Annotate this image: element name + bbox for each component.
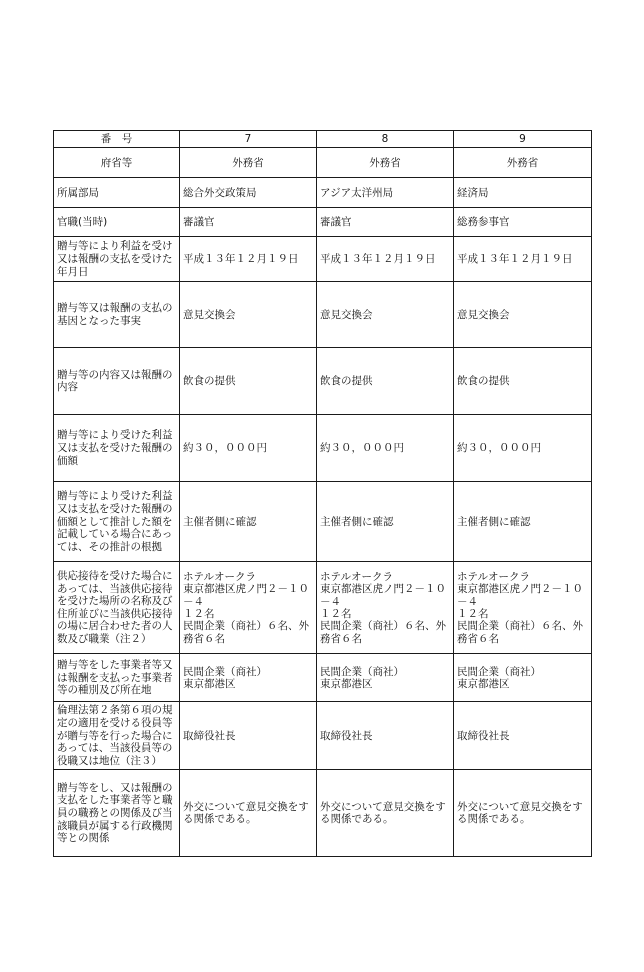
cell-value: 総務参事官 — [454, 208, 592, 237]
row-label: 贈与等をし、又は報酬の支払をした事業者等と職員の職務との関係及び当該職員が属する行政機関等との関係 — [54, 770, 180, 857]
cell-value: 取締役社長 — [180, 702, 317, 770]
cell-value: 経済局 — [454, 178, 592, 208]
cell-value: ホテルオークラ 東京都港区虎ノ門２－１０－４ １２名 民間企業（商社）６名、外務省６名 — [180, 562, 317, 654]
table-row — [54, 208, 592, 237]
cell-value: ホテルオークラ 東京都港区虎ノ門２－１０－４ １２名 民間企業（商社）６名、外務省６名 — [454, 562, 592, 654]
cell-value: 意見交換会 — [180, 282, 317, 348]
cell-value: 取締役社長 — [454, 702, 592, 770]
cell-value: 意見交換会 — [454, 282, 592, 348]
cell-value: 意見交換会 — [317, 282, 454, 348]
header-number-label: 番 号 — [54, 131, 180, 148]
row-label: 贈与等をした事業者等又は報酬を支払った事業者等の種別及び所在地 — [54, 654, 180, 702]
cell-value: 約３０，０００円 — [454, 415, 592, 482]
column-number: 9 — [454, 131, 592, 148]
cell-value: 審議官 — [317, 208, 454, 237]
header-row-ministry — [54, 148, 592, 178]
table-row — [54, 348, 592, 415]
row-label: 贈与等により受けた利益又は支払を受けた報酬の価額 — [54, 415, 180, 482]
row-label: 供応接待を受けた場合にあっては、当該供応接待を受けた場所の名称及び住所並びに当該供応接待の場に居合わせた者の人数及び職業（注２） — [54, 562, 180, 654]
table-row — [54, 770, 592, 857]
cell-value: 審議官 — [180, 208, 317, 237]
cell-value: 主催者側に確認 — [180, 482, 317, 562]
table-row — [54, 482, 592, 562]
table-row — [54, 282, 592, 348]
cell-value: 主催者側に確認 — [454, 482, 592, 562]
cell-value: 飲食の提供 — [317, 348, 454, 415]
cell-value: 外交について意見交換をする関係である。 — [454, 770, 592, 857]
row-label: 倫理法第２条第６項の規定の適用を受ける役員等が贈与等を行った場合にあっては、当該役員等の役職又は地位（注３） — [54, 702, 180, 770]
cell-value: 平成１３年１２月１９日 — [317, 237, 454, 282]
cell-value: 平成１３年１２月１９日 — [180, 237, 317, 282]
row-label: 贈与等の内容又は報酬の内容 — [54, 348, 180, 415]
header-row-number — [54, 131, 592, 148]
cell-value: ホテルオークラ 東京都港区虎ノ門２－１０－４ １２名 民間企業（商社）６名、外務省６名 — [317, 562, 454, 654]
cell-value: 取締役社長 — [317, 702, 454, 770]
table-row — [54, 702, 592, 770]
row-label: 所属部局 — [54, 178, 180, 208]
cell-value: 主催者側に確認 — [317, 482, 454, 562]
cell-value: 約３０，０００円 — [317, 415, 454, 482]
row-label: 官職(当時) — [54, 208, 180, 237]
column-number: 8 — [317, 131, 454, 148]
row-label: 贈与等により利益を受け又は報酬の支払を受けた年月日 — [54, 237, 180, 282]
table-row — [54, 237, 592, 282]
cell-value: 民間企業（商社） 東京都港区 — [454, 654, 592, 702]
cell-value: アジア太洋州局 — [317, 178, 454, 208]
cell-value: 民間企業（商社） 東京都港区 — [317, 654, 454, 702]
column-number: 7 — [180, 131, 317, 148]
row-label: 贈与等又は報酬の支払の基因となった事実 — [54, 282, 180, 348]
cell-value: 飲食の提供 — [180, 348, 317, 415]
table-row — [54, 415, 592, 482]
row-label: 贈与等により受けた利益又は支払を受けた報酬の価額として推計した額を記載している場合にあっては、その推計の根拠 — [54, 482, 180, 562]
column-ministry: 外務省 — [454, 148, 592, 178]
cell-value: 民間企業（商社） 東京都港区 — [180, 654, 317, 702]
table-row — [54, 654, 592, 702]
cell-value: 外交について意見交換をする関係である。 — [317, 770, 454, 857]
header-ministry-label: 府省等 — [54, 148, 180, 178]
cell-value: 約３０，０００円 — [180, 415, 317, 482]
cell-value: 外交について意見交換をする関係である。 — [180, 770, 317, 857]
column-ministry: 外務省 — [180, 148, 317, 178]
cell-value: 総合外交政策局 — [180, 178, 317, 208]
disclosure-table — [53, 130, 592, 857]
table-row — [54, 562, 592, 654]
column-ministry: 外務省 — [317, 148, 454, 178]
cell-value: 飲食の提供 — [454, 348, 592, 415]
cell-value: 平成１３年１２月１９日 — [454, 237, 592, 282]
table-row — [54, 178, 592, 208]
